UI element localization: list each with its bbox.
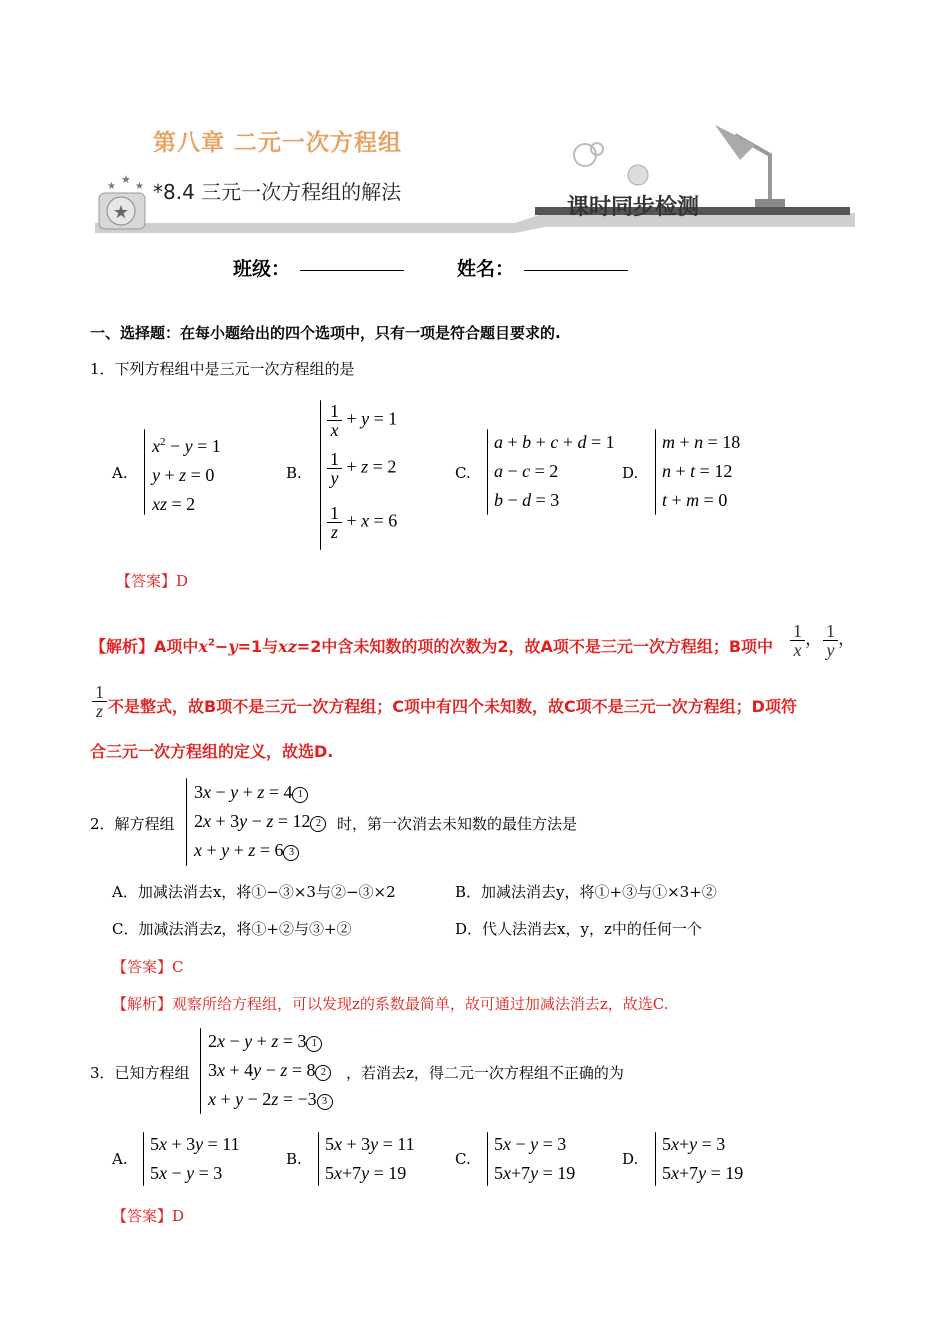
q3-option-a-label: A. bbox=[112, 1150, 128, 1168]
q1-option-c-system: a + b + c + d = 1 a − c = 2 b − d = 3 bbox=[494, 432, 615, 510]
q2-option-d[interactable]: D．代人法消去x，y，z中的任何一个 bbox=[455, 920, 702, 938]
class-label: 班级： bbox=[233, 258, 291, 280]
q3-answer: 【答案】D bbox=[112, 1207, 185, 1225]
q1-option-a-label: A. bbox=[112, 464, 128, 482]
q1-option-d-label: D. bbox=[622, 464, 639, 482]
q1-analysis-frac-z: $\frac{1}{z}$ bbox=[92, 683, 107, 720]
q2-option-c[interactable]: C．加减法消去z，将①+②与③+② bbox=[112, 920, 352, 938]
q2-option-a[interactable]: A．加减法消去x，将①−③×3与②−③×2 bbox=[112, 883, 396, 901]
badge-title: 课时同步检测 bbox=[567, 194, 700, 220]
q1-analysis-line1: 【解析】A项中$x^2-y=1$与xz=2中含未知数的项的次数为2，故A项不是三元一次方程组；B项中 bbox=[90, 637, 774, 656]
q1-option-b-label: B. bbox=[286, 464, 302, 482]
q2-option-b[interactable]: B．加减法消去y，将①+③与①×3+② bbox=[455, 883, 717, 901]
q1-stem: 1．下列方程组中是三元一次方程组的是 bbox=[90, 360, 355, 378]
name-label: 姓名： bbox=[457, 258, 515, 280]
q1-analysis-line3: 合三元一次方程组的定义，故选D. bbox=[90, 742, 334, 761]
q3-option-b-label: B. bbox=[286, 1150, 302, 1168]
q2-analysis: 【解析】观察所给方程组，可以发现z的系数最简单，故可通过加减法消去z，故选C. bbox=[112, 995, 669, 1013]
q1-analysis-line2: 不是整式，故B项不是三元一次方程组；C项中有四个未知数，故C项不是三元一次方程组；D项符 bbox=[108, 697, 797, 716]
svg-text:★: ★ bbox=[112, 202, 130, 223]
q3-option-d-label: D. bbox=[622, 1150, 639, 1168]
q3-option-a-system: 5x + 3y = 11 5x − y = 3 bbox=[150, 1134, 240, 1183]
q1-analysis-part1: 【解析】A项中 bbox=[90, 637, 199, 656]
q3-option-d-system: 5x+y = 3 5x+7y = 19 bbox=[662, 1134, 744, 1183]
part-heading: 一、选择题：在每小题给出的四个选项中，只有一项是符合题目要求的. bbox=[90, 324, 561, 342]
q3-stem-b: ，若消去z，得二元一次方程组不正确的为 bbox=[346, 1064, 624, 1082]
section-title: *8.4 三元一次方程组的解法 bbox=[153, 180, 402, 204]
svg-text:★: ★ bbox=[107, 181, 116, 192]
q1-option-d-system: m + n = 18 n + t = 12 t + m = 0 bbox=[662, 432, 741, 510]
svg-text:★: ★ bbox=[135, 181, 144, 192]
q1-answer: 【答案】D bbox=[116, 572, 189, 590]
q1-option-b-system: $\frac{1}{x}$ + y = 1 $\frac{1}{y}$ + z = 2 $\frac{1}{z}$ + x = 6 bbox=[327, 402, 397, 541]
q3-option-c-label: C. bbox=[455, 1150, 471, 1168]
q2-stem-b: 时，第一次消去未知数的最佳方法是 bbox=[337, 815, 578, 833]
class-blank[interactable] bbox=[300, 270, 404, 271]
q1-option-c-label: C. bbox=[455, 464, 471, 482]
q3-option-c-system: 5x − y = 3 5x+7y = 19 bbox=[494, 1134, 576, 1183]
chapter-title: 第八章 二元一次方程组 bbox=[153, 129, 403, 156]
q1-analysis-fracs: $\frac{1}{x}$ ， $\frac{1}{y}$ ， bbox=[790, 622, 856, 659]
q1-analysis-part1b: 中含未知数的项的次数为2，故A项不是三元一次方程组；B项中 bbox=[321, 637, 774, 656]
q2-stem-a: 2．解方程组 bbox=[90, 815, 175, 833]
q3-option-b-system: 5x + 3y = 11 5x+7y = 19 bbox=[325, 1134, 415, 1183]
q3-system: 2x − y + z = 3 1 3x + 4y − z = 8 2 x + y − 2z = −3 3 bbox=[208, 1027, 333, 1114]
q2-answer: 【答案】C bbox=[112, 958, 184, 976]
q2-system: 3x − y + z = 4 1 2x + 3y − z = 12 2 x + y + z = 6 3 bbox=[194, 778, 326, 865]
q1-option-a-system: $x^2 - y = 1$ y + z = 0 xz = 2 bbox=[152, 436, 221, 514]
q3-stem-a: 3．已知方程组 bbox=[90, 1064, 190, 1082]
name-blank[interactable] bbox=[524, 270, 628, 271]
svg-text:★: ★ bbox=[121, 173, 131, 186]
